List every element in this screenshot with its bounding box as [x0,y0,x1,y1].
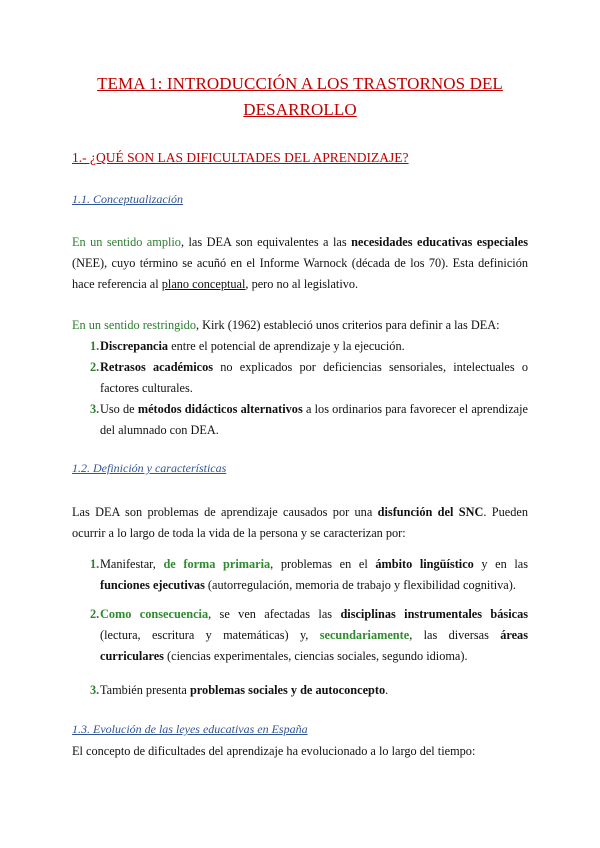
characteristics-item-3 [72,680,528,701]
item-text: a los ordinarios para favorecer el aprendizaje del alumnado con DEA. [100,402,528,437]
underlined-plano-conceptual: plano conceptual [161,277,246,291]
bold-term: disciplinas instrumentales básicas [340,607,528,621]
document-title-line-1: TEMA 1: INTRODUCCIÓN A LOS TRASTORNOS DEL [97,74,503,93]
list-item [72,554,528,596]
highlight-secundariamente: secundariamente [319,628,410,642]
item-text: y en las [473,557,529,571]
item-text: (ciencias experimentales, ciencias sociales, segundo idioma). [163,649,468,663]
list-item [72,399,528,441]
list-item [72,604,528,667]
item-text: Uso de [100,402,138,416]
paragraph-evolucion: El concepto de dificultades del aprendizaje ha evolucionado a lo largo del tiempo: [72,744,476,758]
item-text: También presenta [100,683,190,697]
bold-term: Retrasos académicos [100,360,214,374]
bold-nee: necesidades educativas especiales [351,235,528,249]
bold-term: métodos didácticos alternativos [137,402,303,416]
bold-snc: disfunción del SNC [377,505,484,519]
item-text: , las diversas [409,628,501,642]
list-item [72,680,528,701]
bold-term: funciones ejecutivas [100,578,205,592]
item-text: Manifestar, [100,557,164,571]
document-title-line-2: DESARROLLO [243,100,357,119]
text: , pero no al legislativo. [245,277,359,291]
characteristics-item-1 [72,554,528,596]
bold-term: ámbito lingüístico [375,557,474,571]
item-text: (autorregulación, memoria de trabajo y flexibilidad cognitiva). [204,578,516,592]
list-item [72,357,528,399]
highlight-sentido-amplio: En un sentido amplio [72,235,181,249]
section-1-heading: 1.- ¿QUÉ SON LAS DIFICULTADES DEL APRENDIZAJE? [72,150,409,165]
item-text: entre el potencial de aprendizaje y la ejecución. [168,339,405,353]
subsection-1-3-heading: 1.3. Evolución de las leyes educativas en España [72,722,308,736]
characteristics-item-2 [72,604,528,667]
item-text: . [385,683,389,697]
highlight-sentido-restringido: En un sentido restringido [72,318,196,332]
text: , Kirk (1962) estableció unos criterios para definir a las DEA: [195,318,500,332]
kirk-criteria-list [72,336,528,441]
highlight-de-forma-primaria: de forma primaria [163,557,271,571]
text: , las DEA son equivalentes a las [180,235,352,249]
list-number: 3. [90,683,100,697]
paragraph-definicion [72,502,528,544]
text: Las DEA son problemas de aprendizaje causados por una [72,505,378,519]
list-number: 1. [90,339,100,353]
list-item [72,336,528,357]
item-text: (lectura, escritura y matemáticas) y, [100,628,320,642]
list-number: 3. [90,402,100,416]
text: (NEE), cuyo término se acuñó en el Informe Warnock (década de los 70). Esta definición hace referencia al [72,256,528,291]
list-number: 1. [90,557,100,571]
subsection-1-2-heading: 1.2. Definición y características [72,461,227,475]
bold-term: Discrepancia [100,339,169,353]
bold-term: problemas sociales y de autoconcepto [189,683,386,697]
bold-term: áreas curriculares [100,628,528,663]
item-text: , problemas en el [270,557,376,571]
highlight-como-consecuencia: Como consecuencia [100,607,209,621]
item-text: , se ven afectadas las [208,607,341,621]
item-text: no explicados por deficiencias sensoriales, intelectuales o factores culturales. [100,360,528,395]
paragraph-sentido-restringido [72,315,528,336]
list-number: 2. [90,607,100,621]
paragraph-sentido-amplio [72,232,528,295]
list-number: 2. [90,360,100,374]
subsection-1-1-heading: 1.1. Conceptualización [72,192,183,206]
text: . Pueden ocurrir a lo largo de toda la vida de la persona y se caracterizan por: [72,505,528,540]
